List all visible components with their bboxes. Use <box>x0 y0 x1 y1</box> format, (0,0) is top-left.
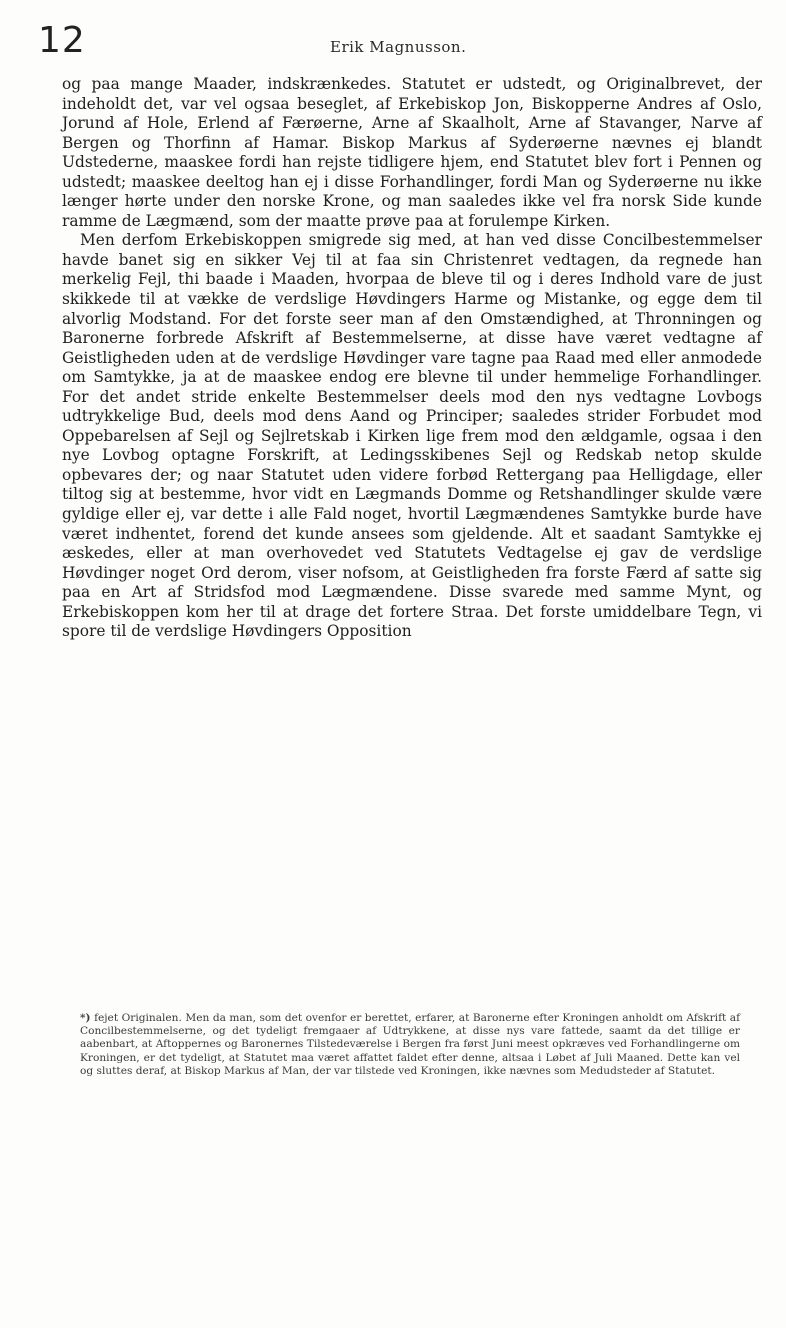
footnote-text: fejet Originalen. Men da man, som det ovenfor er berettet, erfarer, at Baronerne efter Kroningen anholdt om Afskrift af Concilbestemmelserne, og det tydeligt fremgaaer af Udtrykkene, at disse nys vare fattede, saamt da det tillige er aabenbart, at Aftoppernes og Baronernes Tilstedeværelse i Bergen fra først Juni meest opkræves ved Forhandlingerne om Kroningen, er det tydeligt, at Statutet maa været affattet faldet efter denne, altsaa i Løbet af Juli Maaned. Dette kan vel og sluttes deraf, at Biskop Markus af Man, der var tilstede ved Kroningen, ikke nævnes som Medudsteder af Statutet. <box>80 1012 740 1077</box>
paragraph-2: Men derfom Erkebiskoppen smigrede sig med, at han ved disse Concilbestemmelser havde banet sig en sikker Vej til at faa sin Christenret vedtagen, da regnede han merkelig Fejl, thi baade i Maaden, hvorpaa de bleve til og i deres Indhold vare de just skikkede til at vække de verdslige Høvdingers Harme og Mistanke, og egge dem til alvorlig Modstand. For det forste seer man af den Omstændighed, at Thronningen og Baronerne forbrede Afskrift af Bestemmelserne, at disse have været vedtagne af Geistligheden uden at de verdslige Høvdinger vare tagne paa Raad med eller anmodede om Samtykke, ja at de maaskee endog ere blevne til under hemmelige Forhandlinger. For det andet stride enkelte Bestemmelser deels mod den nys vedtagne Lovbogs udtrykkelige Bud, deels mod dens Aand og Principer; saaledes strider Forbudet mod Oppebarelsen af Sejl og Sejlretskab i Kirken lige frem mod den ældgamle, ogsaa i den nye Lovbog optagne Forskrift, at Ledingsskibenes Sejl og Redskab netop skulde opbevares der; og naar Statutet uden videre forbød Rettergang paa Helligdage, eller tiltog sig at bestemme, hvor vidt en Lægmands Domme og Retshandlinger skulde være gyldige eller ej, var dette i alle Fald noget, hvortil Lægmændenes Samtykke burde have været indhentet, forend det kunde ansees som gjeldende. Alt et saadant Samtykke ej æskedes, eller at man overhovedet ved Statutets Vedtagelse ej gav de verdslige Høvdinger noget Ord derom, viser nofsom, at Geistligheden fra forste Færd af satte sig paa en Art af Stridsfod mod Lægmændene. Disse svarede med samme Mynt, og Erkebiskoppen kom her til at drage det fortere Straa. Det forste umiddelbare Tegn, vi spore til de verdslige Høvdingers Opposition <box>62 231 762 641</box>
running-title: Erik Magnusson. <box>330 38 467 56</box>
footnote-marker: *) <box>80 1012 91 1024</box>
footnote <box>80 1012 740 1078</box>
page-number: 12 <box>38 20 86 61</box>
body-text <box>62 75 762 642</box>
paragraph-1: og paa mange Maader, indskrænkedes. Statutet er udstedt, og Originalbrevet, der indeholdt det, var vel ogsaa beseglet, af Erkebiskop Jon, Biskopperne Andres af Oslo, Jorund af Hole, Erlend af Færøerne, Arne af Skaalholt, Arne af Stavanger, Narve af Bergen og Thorfinn af Hamar. Biskop Markus af Syderøerne nævnes ej blandt Udstederne, maaskee fordi han rejste tidligere hjem, end Statutet blev fort i Pennen og udstedt; maaskee deeltog han ej i disse Forhandlinger, fordi Man og Syderøerne nu ikke længer hørte under den norske Krone, og man saaledes ikke vel fra norsk Side kunde ramme de Lægmænd, som der maatte prøve paa at forulempe Kirken. <box>62 75 762 230</box>
